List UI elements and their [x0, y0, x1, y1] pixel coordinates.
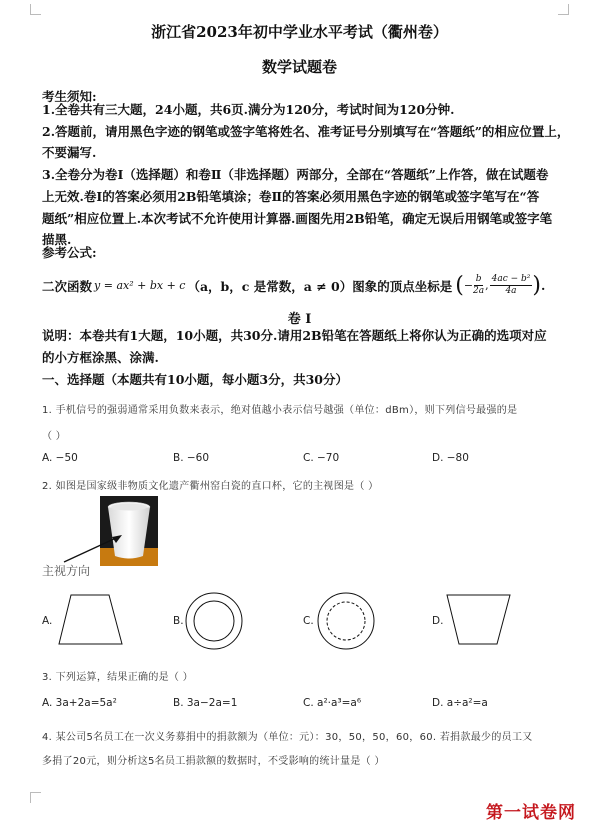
- formula-condition: （a，b，c 是常数，a ≠ 0）图象的顶点坐标是: [187, 278, 453, 294]
- question-2-text: 2. 如图是国家级非物质文化遗产衢州窑白瓷的直口杯，它的主视图是（ ）: [42, 481, 379, 492]
- option-b-concentric-circles-shape: [184, 591, 244, 651]
- question-1-text: 1. 手机信号的强弱通常采用负数来表示，绝对值越小表示信号越强（单位：dBm），则下列信号最强的是: [42, 405, 518, 416]
- exam-title: 浙江省2023年初中学业水平考试（衢州卷）: [151, 23, 448, 41]
- site-watermark-logo: 第一试卷网: [486, 803, 576, 823]
- question-4-text: 4. 某公司5名员工在一次义务募捐中的捐款额为（单位：元）：30，50，50，60，60. 若捐款最少的员工又: [42, 732, 533, 743]
- question-2-option-d-label: D.: [432, 615, 444, 627]
- view-direction-label: 主视方向: [42, 564, 91, 578]
- section-title: 卷 I: [287, 312, 312, 327]
- crop-mark-bottom-left: [30, 792, 41, 803]
- question-3-option-a: A. 3a+2a=5a²: [42, 697, 117, 709]
- section-instruction: 的小方框涂黑、涂满.: [42, 350, 159, 365]
- vertex-y-fraction: $\frac{\text{4ac − b²}}{4a}$: [491, 274, 531, 296]
- crop-mark-top-left: [30, 4, 41, 15]
- notice-line: 3.全卷分为卷Ⅰ（选择题）和卷Ⅱ（非选择题）两部分，全部在“答题纸”上作答，做在试题卷: [42, 167, 549, 182]
- formula-heading: 参考公式:: [42, 245, 97, 260]
- vertex-formula: [42, 273, 545, 298]
- question-4-text-cont: 多捐了20元，则分析这5名员工捐款额的数据时，不受影响的统计量是（ ）: [42, 756, 385, 767]
- option-c-dashed-circle-shape: [316, 591, 376, 651]
- question-3-option-c: C. a²·a³=a⁶: [303, 697, 362, 709]
- vertex-x-fraction: $\frac{b}{2a}$: [473, 274, 485, 296]
- question-1-option-d: D. −80: [432, 452, 469, 464]
- question-2-option-b-label: B.: [173, 615, 184, 627]
- crop-mark-top-right: [558, 4, 569, 15]
- part-heading: 一、选择题（本题共有10小题，每小题3分，共30分）: [42, 372, 348, 387]
- question-3-option-d: D. a÷a²=a: [432, 697, 488, 709]
- notice-line: 上无效.卷Ⅰ的答案必须用2B铅笔填涂；卷Ⅱ的答案必须用黑色字迹的钢笔或签字笔写在“答: [42, 189, 540, 204]
- quadratic-function: y = ax² + bx + c: [94, 279, 186, 292]
- notice-line: 描黑.: [42, 232, 72, 247]
- formula-suffix: .: [540, 278, 546, 293]
- exam-subtitle: 数学试题卷: [261, 58, 337, 76]
- question-2-option-c-label: C.: [303, 615, 314, 627]
- section-instruction: 说明：本卷共有1大题，10小题，共30分.请用2B铅笔在答题纸上将你认为正确的选项对应: [42, 328, 547, 343]
- notice-line: 题纸”相应位置上.本次考试不允许使用计算器.画图先用2B铅笔，确定无误后用钢笔或签字笔: [42, 211, 553, 226]
- notice-line: 1.全卷共有三大题，24小题，共6页.满分为120分，考试时间为120分钟.: [42, 102, 455, 117]
- vertex-coordinates: ( − $\frac{b}{2a}$ , $\frac{\text{4ac − b²}}{4a}$ ): [455, 273, 541, 298]
- notice-line: 不要漏写.: [42, 145, 97, 160]
- question-1-option-c: C. −70: [303, 452, 340, 464]
- question-1-option-a: A. −50: [42, 452, 78, 464]
- notice-heading: 考生须知:: [42, 89, 97, 104]
- question-1-paren: （ ）: [42, 431, 67, 442]
- option-d-inverted-trapezoid-shape: [444, 592, 514, 648]
- formula-prefix: 二次函数: [42, 278, 93, 294]
- notice-line: 2.答题前，请用黑色字迹的钢笔或签字笔将姓名、准考证号分别填写在“答题纸”的相应位置上，: [42, 124, 570, 139]
- question-2-option-a-label: A.: [42, 615, 53, 627]
- question-1-option-b: B. −60: [173, 452, 210, 464]
- question-3-text: 3. 下列运算，结果正确的是（ ）: [42, 672, 193, 683]
- question-3-option-b: B. 3a−2a=1: [173, 697, 238, 709]
- option-a-trapezoid-shape: [56, 592, 126, 648]
